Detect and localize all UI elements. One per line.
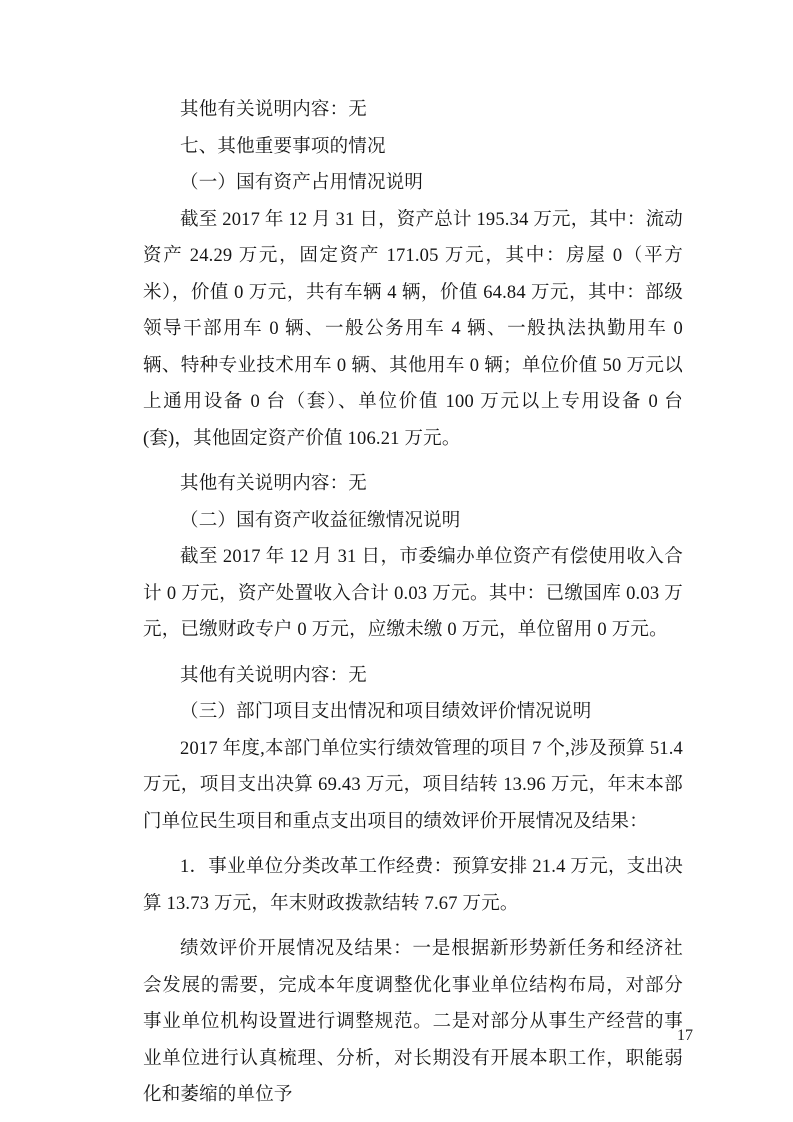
paragraph: 其他有关说明内容：无 [180,665,368,686]
paragraph: 其他有关说明内容：无 [180,474,368,494]
page-number: 17 [677,1027,693,1044]
paragraph: 2017 年度,本部门单位实行绩效管理的项目 7 个,涉及预算 51.4 万元，项目支出决算 69.43 万元，项目结转 13.96 万元，年末本部门单位民生项目和重点支出项目的绩效评价开展情况及结果： [143,738,683,832]
paragraph: 1．事业单位分类改革工作经费：预算安排 21.4 万元，支出决算 13.73 万元，年末财政拨款结转 7.67 万元。 [143,857,683,914]
paragraph: （三）部门项目支出情况和项目绩效评价情况说明 [180,702,592,722]
paragraph: 截至 2017 年 12 月 31 日，资产总计 195.34 万元，其中：流动资产 24.29 万元，固定资产 171.05 万元，其中：房屋 0（平方米），价值 0 万元，共有车辆 4 辆，价值 64.84 万元，其中：部级领导干部用车 0 辆、一般公务用车 4 辆、一般执法执勤用车 0 辆、特种专业技术用车 0 辆、其他用车 0 辆；单位价值 50 万元以上通用设备 0 台（套）、单位价值 100 万元以上专用设备 0 台(套)，其他固定资产价值 106.21 万元。 [143,209,683,449]
paragraph: 其他有关说明内容：无 [180,100,368,120]
paragraph: （二）国有资产收益征缴情况说明 [180,510,461,531]
paragraph: 截至 2017 年 12 月 31 日，市委编办单位资产有偿使用收入合计 0 万元，资产处置收入合计 0.03 万元。其中：已缴国库 0.03 万元，已缴财政专户 0 万元，应缴未缴 0 万元，单位留用 0 万元。 [143,547,683,640]
paragraph: （一）国有资产占用情况说明 [180,173,424,193]
paragraph: 绩效评价开展情况及结果：一是根据新形势新任务和经济社会发展的需要，完成本年度调整优化事业单位结构布局，对部分事业单位机构设置进行调整规范。二是对部分从事生产经营的事业单位进行认真梳理、分析，对长期没有开展本职工作，职能弱化和萎缩的单位予 [143,939,683,1105]
document-body [143,92,683,1114]
paragraph: 七、其他重要事项的情况 [180,136,386,157]
